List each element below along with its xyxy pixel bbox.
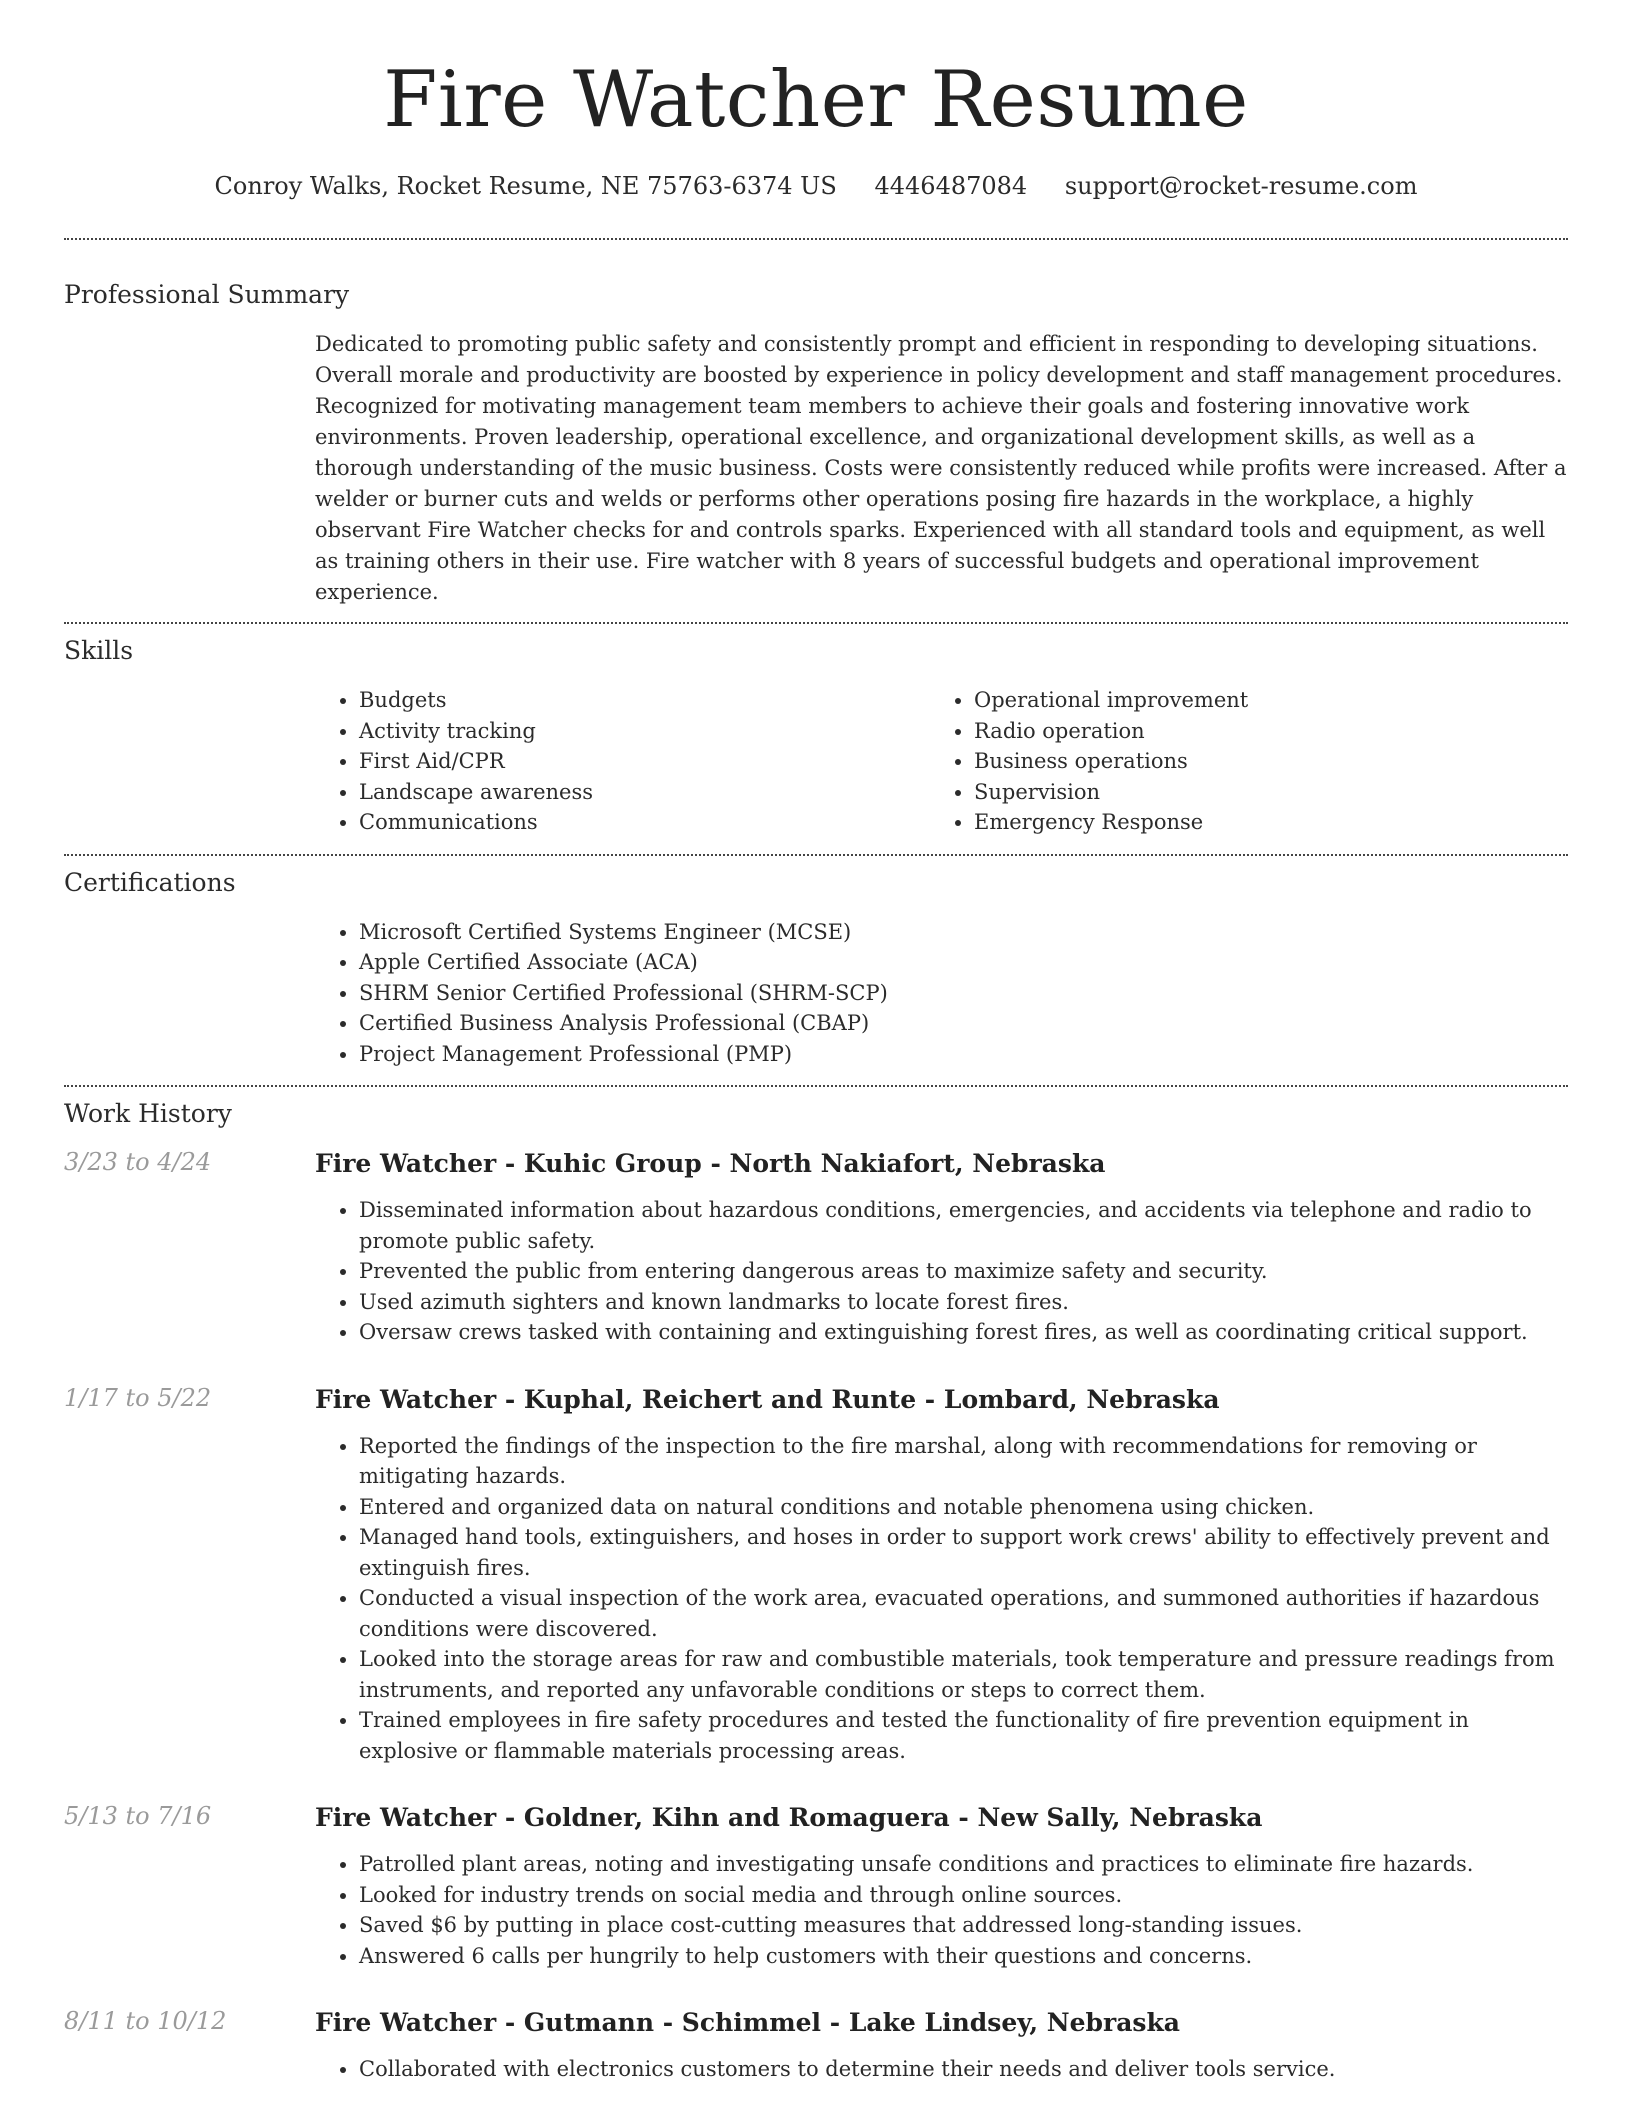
certification-item: • Certified Business Analysis Professional (CBAP) <box>359 1008 1568 1039</box>
job-title: Fire Watcher - Goldner, Kihn and Romaguera - New Sally, Nebraska <box>315 1803 1263 1832</box>
skill-item: • Landscape awareness <box>359 777 930 808</box>
contact-email: support@rocket-resume.com <box>1064 172 1418 200</box>
contact-phone: 4446487084 <box>874 172 1028 200</box>
certification-item: • Apple Certified Associate (ACA) <box>359 947 1568 978</box>
skill-item: • Communications <box>359 807 930 838</box>
skill-item: • First Aid/CPR <box>359 746 930 777</box>
job-bullet: • Entered and organized data on natural conditions and notable phenomena using chicken. <box>359 1492 1568 1523</box>
job-bullet: • Managed hand tools, extinguishers, and hoses in order to support work crews' ability to effectively prevent and extinguish fires. <box>359 1522 1568 1583</box>
skill-item: • Business operations <box>974 746 1545 777</box>
job-bullet: • Looked into the storage areas for raw and combustible materials, took temperature and pressure readings from instruments, and reported any unfavorable conditions or steps to correct them. <box>359 1644 1568 1705</box>
certifications-list <box>315 917 1568 1070</box>
job-dates: 8/11 to 10/12 <box>64 2007 227 2035</box>
job-bullets <box>315 1849 1568 1971</box>
job-bullet: • Looked for industry trends on social media and through online sources. <box>359 1880 1568 1911</box>
skill-item: • Activity tracking <box>359 716 930 747</box>
job-bullet: • Prevented the public from entering dangerous areas to maximize safety and security. <box>359 1256 1568 1287</box>
summary-text: Dedicated to promoting public safety and consistently prompt and efficient in responding to developing situations. Overall morale and productivity are boosted by experience in policy development and staff management procedures. Recognized for motivating management team members to achieve their goals and fostering innovative work environments. Proven leadership, operational excellence, and organizational development skills, as well as a thorough understanding of the music business. Costs were consistently reduced while profits were increased. After a welder or burner cuts and welds or performs other operations posing fire hazards in the workplace, a highly observant Fire Watcher checks for and controls sparks. Experienced with all standard tools and equipment, as well as training others in their use. Fire watcher with 8 years of successful budgets and operational improvement experience. <box>315 332 1567 604</box>
job-entry <box>64 1802 1568 1971</box>
job-content <box>315 1384 1568 1767</box>
certifications-content <box>315 917 1568 1070</box>
job-bullet: • Used azimuth sighters and known landmarks to locate forest fires. <box>359 1287 1568 1318</box>
job-bullets <box>315 1431 1568 1767</box>
job-entry <box>64 1148 1568 1348</box>
work-history-heading: Work History <box>64 1099 232 1128</box>
job-bullet: • Patrolled plant areas, noting and investigating unsafe conditions and practices to eliminate fire hazards. <box>359 1849 1568 1880</box>
resume-title: Fire Watcher Resume <box>383 55 1249 145</box>
job-bullet: • Oversaw crews tasked with containing and extinguishing forest fires, as well as coordinating critical support. <box>359 1317 1568 1348</box>
job-title: Fire Watcher - Gutmann - Schimmel - Lake Lindsey, Nebraska <box>315 2008 1181 2037</box>
skill-item: • Budgets <box>359 685 930 716</box>
skills-list-right <box>930 685 1545 838</box>
job-entry <box>64 1384 1568 1767</box>
skill-item: • Radio operation <box>974 716 1545 747</box>
job-bullet: • Answered 6 calls per hungrily to help customers with their questions and concerns. <box>359 1941 1568 1972</box>
job-dates: 3/23 to 4/24 <box>64 1148 212 1176</box>
certification-item: • Project Management Professional (PMP) <box>359 1039 1568 1070</box>
job-bullets <box>315 1195 1568 1348</box>
skill-item: • Operational improvement <box>974 685 1545 716</box>
skills-heading: Skills <box>64 636 134 665</box>
certifications-heading: Certifications <box>64 867 236 897</box>
skills-list-left <box>315 685 930 838</box>
job-bullet: • Reported the findings of the inspection to the fire marshal, along with recommendations for removing or mitigating hazards. <box>359 1431 1568 1492</box>
job-bullets <box>315 2054 1568 2085</box>
summary-divider <box>64 622 1568 624</box>
job-bullet: • Trained employees in fire safety procedures and tested the functionality of fire prevention equipment in explosive or flammable materials processing areas. <box>359 1705 1568 1766</box>
job-dates: 1/17 to 5/22 <box>64 1383 212 1412</box>
job-title: Fire Watcher - Kuphal, Reichert and Runte - Lombard, Nebraska <box>315 1384 1220 1414</box>
header-divider <box>64 238 1568 240</box>
contact-line <box>64 172 1568 200</box>
job-bullet: • Disseminated information about hazardous conditions, emergencies, and accidents via telephone and radio to promote public safety. <box>359 1195 1568 1256</box>
contact-address: Conroy Walks, Rocket Resume, NE 75763-6374 US <box>214 172 837 200</box>
job-entry <box>64 2007 1568 2085</box>
skill-item: • Emergency Response <box>974 807 1545 838</box>
skills-content <box>315 685 1568 838</box>
skills-column-left <box>315 685 930 838</box>
certification-item: • SHRM Senior Certified Professional (SHRM-SCP) <box>359 978 1568 1009</box>
job-bullet: • Saved $6 by putting in place cost-cutting measures that addressed long-standing issues. <box>359 1910 1568 1941</box>
job-content <box>315 2007 1568 2085</box>
job-content <box>315 1148 1568 1348</box>
skill-item: • Supervision <box>974 777 1545 808</box>
skills-divider <box>64 854 1568 856</box>
resume-page <box>64 0 1568 2085</box>
job-title: Fire Watcher - Kuhic Group - North Nakiafort, Nebraska <box>315 1149 1106 1178</box>
summary-heading: Professional Summary <box>64 280 350 309</box>
certifications-divider <box>64 1085 1568 1087</box>
skills-column-right <box>930 685 1545 838</box>
summary-content <box>315 329 1568 608</box>
certification-item: • Microsoft Certified Systems Engineer (MCSE) <box>359 917 1568 948</box>
job-dates: 5/13 to 7/16 <box>64 1802 212 1830</box>
job-content <box>315 1802 1568 1971</box>
job-bullet: • Conducted a visual inspection of the work area, evacuated operations, and summoned authorities if hazardous conditions were discovered. <box>359 1583 1568 1644</box>
job-bullet: • Collaborated with electronics customers to determine their needs and deliver tools service. <box>359 2054 1568 2085</box>
